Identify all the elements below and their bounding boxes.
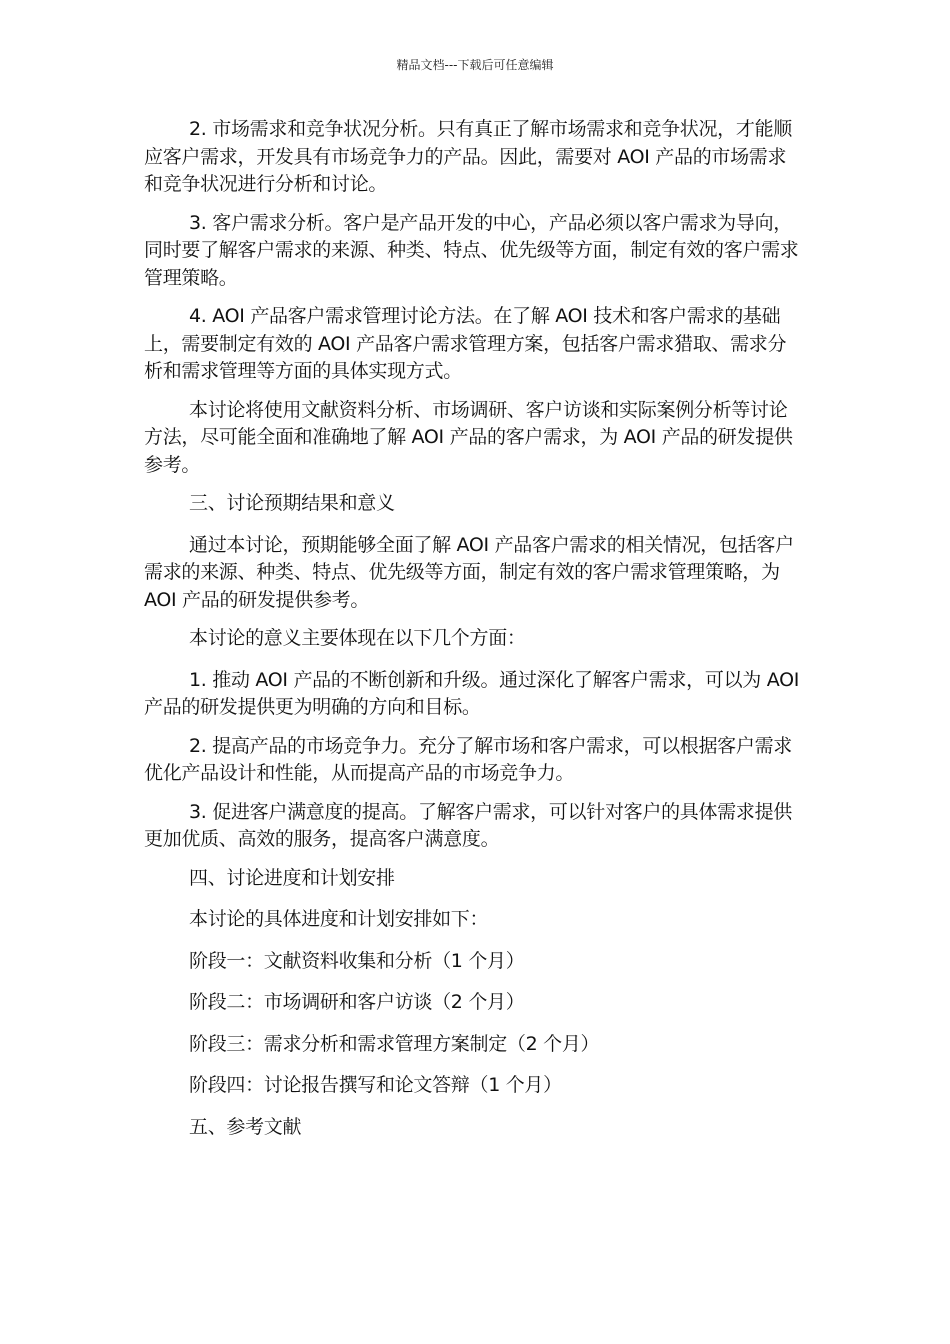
section-heading-expected-results: 三、讨论预期结果和意义 [189,492,395,514]
schedule-stage-1: 阶段一：文献资料收集和分析（1 个月） [189,949,525,972]
paragraph-significance-1: 1. 推动 AOI 产品的不断创新和升级。通过深化了解客户需求，可以为 AOI 产品的研发提供更为明确的方向和目标。 [144,668,800,718]
schedule-stage-2: 阶段二：市场调研和客户访谈（2 个月） [189,991,525,1013]
schedule-stage-3: 阶段三：需求分析和需求管理方案制定（2 个月） [189,1032,600,1055]
paragraph-customer-analysis: 3. 客户需求分析。客户是产品开发的中心，产品必须以客户需求为导向，同时要了解客户需求的来源、种类、特点、优先级等方面，制定有效的客户需求管理策略。 [144,211,799,289]
section-heading-schedule: 四、讨论进度和计划安排 [189,866,395,889]
document-body [144,116,804,1155]
paragraph-research-methods: 本讨论将使用文献资料分析、市场调研、客户访谈和实际案例分析等讨论方法，尽可能全面和准确地了解 AOI 产品的客户需求，为 AOI 产品的研发提供参考。 [144,398,793,476]
paragraph-aoi-method: 4. AOI 产品客户需求管理讨论方法。在了解 AOI 技术和客户需求的基础上，需要制定有效的 AOI 产品客户需求管理方案，包括客户需求猎取、需求分析和需求管理等方面的具体实现方式。 [144,305,787,382]
paragraph-market-analysis: 2. 市场需求和竞争状况分析。只有真正了解市场需求和竞争状况，才能顺应客户需求，开发具有市场竞争力的产品。因此，需要对 AOI 产品的市场需求和竞争状况进行分析和讨论。 [144,118,792,195]
paragraph-significance-2: 2. 提高产品的市场竞争力。充分了解市场和客户需求，可以根据客户需求优化产品设计和性能，从而提高产品的市场竞争力。 [144,734,792,784]
schedule-stage-4: 阶段四：讨论报告撰写和论文答辩（1 个月） [189,1074,562,1096]
page-header: 精品文档---下载后可任意编辑 [396,58,554,72]
section-heading-references: 五、参考文献 [189,1115,302,1138]
paragraph-expected-results: 通过本讨论，预期能够全面了解 AOI 产品客户需求的相关情况，包括客户需求的来源、种类、特点、优先级等方面，制定有效的客户需求管理策略，为 AOI 产品的研发提供参考。 [144,533,794,611]
paragraph-schedule-intro: 本讨论的具体进度和计划安排如下： [189,908,489,930]
paragraph-significance-3: 3. 促进客户满意度的提高。了解客户需求，可以针对客户的具体需求提供更加优质、高效的服务，提高客户满意度。 [144,800,792,850]
paragraph-significance-intro: 本讨论的意义主要体现在以下几个方面： [189,627,526,649]
